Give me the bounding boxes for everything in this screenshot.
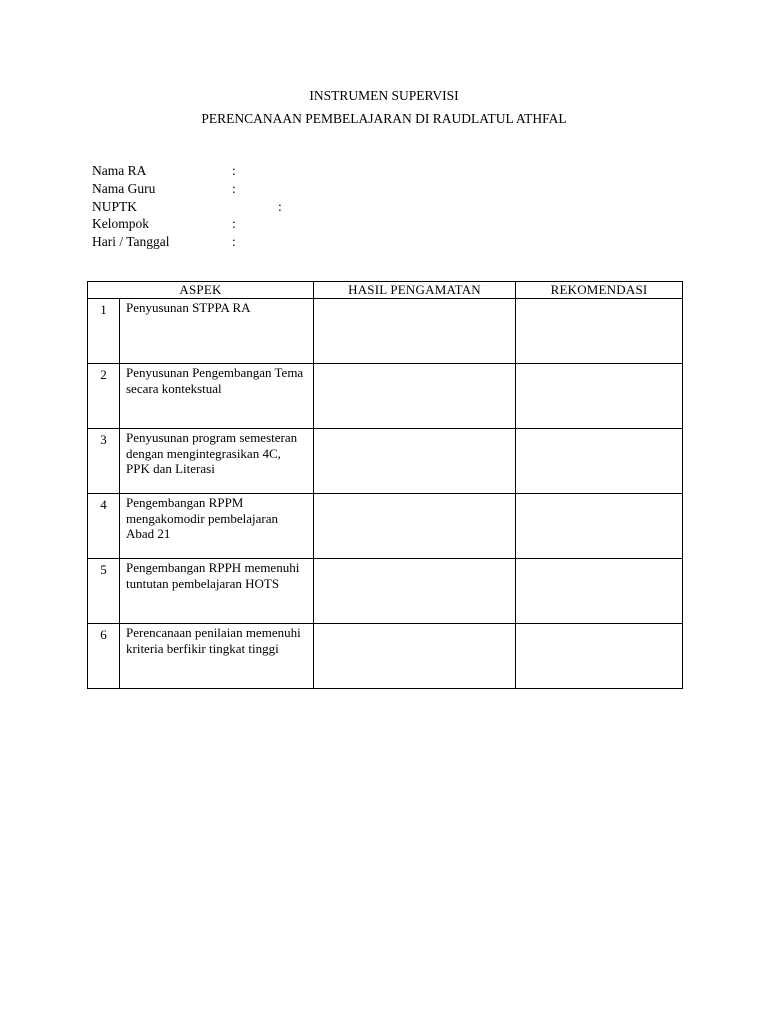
row-number: 2 [88, 364, 120, 429]
field-colon: : [278, 199, 282, 214]
row-hasil-cell[interactable] [314, 299, 516, 364]
table-row [88, 624, 683, 689]
field-label: Hari / Tanggal [92, 234, 170, 249]
table-row [88, 429, 683, 494]
row-rekomendasi-cell[interactable] [516, 429, 683, 494]
row-hasil-cell[interactable] [314, 494, 516, 559]
field-label: Nama RA [92, 163, 147, 178]
document-subtitle: PERENCANAAN PEMBELAJARAN DI RAUDLATUL ATHFAL [201, 111, 567, 126]
field-colon: : [232, 216, 236, 231]
header-hasil-pengamatan: HASIL PENGAMATAN [314, 282, 516, 299]
field-colon: : [232, 234, 236, 249]
field-colon: : [232, 163, 236, 178]
header-rekomendasi: REKOMENDASI [516, 282, 683, 299]
row-aspek: Penyusunan STPPA RA [120, 299, 314, 364]
supervision-table [87, 281, 683, 689]
row-aspek: Perencanaan penilaian memenuhi kriteria berfikir tingkat tinggi [120, 624, 314, 689]
document-title: INSTRUMEN SUPERVISI [309, 88, 459, 103]
table-row [88, 559, 683, 624]
row-aspek: Pengembangan RPPH memenuhi tuntutan pembelajaran HOTS [120, 559, 314, 624]
header-aspek: ASPEK [88, 282, 314, 299]
row-number: 6 [88, 624, 120, 689]
row-hasil-cell[interactable] [314, 364, 516, 429]
row-aspek: Penyusunan program semesteran dengan mengintegrasikan 4C, PPK dan Literasi [120, 429, 314, 494]
row-number: 4 [88, 494, 120, 559]
field-label: NUPTK [92, 199, 138, 214]
row-number: 1 [88, 299, 120, 364]
row-rekomendasi-cell[interactable] [516, 559, 683, 624]
row-rekomendasi-cell[interactable] [516, 494, 683, 559]
row-aspek: Penyusunan Pengembangan Tema secara kontekstual [120, 364, 314, 429]
row-hasil-cell[interactable] [314, 429, 516, 494]
row-number: 5 [88, 559, 120, 624]
row-rekomendasi-cell[interactable] [516, 624, 683, 689]
row-number: 3 [88, 429, 120, 494]
table-row [88, 364, 683, 429]
table-row [88, 494, 683, 559]
table-header-row [88, 282, 683, 299]
row-hasil-cell[interactable] [314, 559, 516, 624]
table-row [88, 299, 683, 364]
row-rekomendasi-cell[interactable] [516, 299, 683, 364]
row-rekomendasi-cell[interactable] [516, 364, 683, 429]
row-aspek: Pengembangan RPPM mengakomodir pembelajaran Abad 21 [120, 494, 314, 559]
field-colon: : [232, 181, 236, 196]
field-label: Nama Guru [92, 181, 156, 196]
field-label: Kelompok [92, 216, 149, 231]
row-hasil-cell[interactable] [314, 624, 516, 689]
